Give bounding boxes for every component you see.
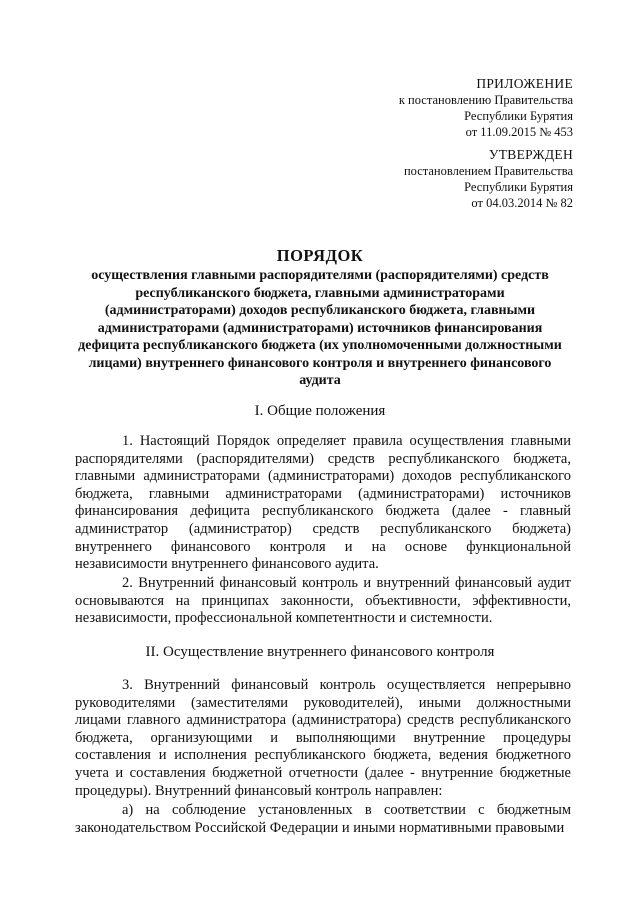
- approved-line-3: от 04.03.2014 № 82: [471, 196, 573, 210]
- annex-line-1: к постановлению Правительства: [398, 93, 573, 107]
- document-subtitle: осуществления главными распорядителями (распорядителями) средств республиканского бюджета, главными администраторами (администраторами) доходов республиканского бюджета, главными администраторами (администраторами) источников финансирования дефицита республиканского бюджета (их уполномоченными должностными лицами) внутреннего финансового контроля и внутреннего финансового аудита: [78, 268, 562, 388]
- annex-line-2: Республики Бурятия: [464, 109, 573, 123]
- approved-line-1: постановлением Правительства: [403, 164, 573, 178]
- paragraph-1: 1. Настоящий Порядок определяет правила осуществления главными распорядителями (распорядителями) средств республиканского бюджета, главными администраторами (администраторами) доходов республиканского бюджета, главными администраторами (администраторами) источников финансирования дефицита республиканского бюджета (далее - главный администратор (администратор) средств республиканского бюджета) внутреннего финансового контроля и на основе функциональной независимости внутреннего финансового аудита.: [75, 433, 571, 573]
- paragraph-3: 3. Внутренний финансовый контроль осуществляется непрерывно руководителями (заместителями руководителей), иными должностными лицами главного администратора (администратора) средств республиканского бюджета, организующими и выполняющими внутренние процедуры составления и исполнения республиканского бюджета, ведения бюджетного учета и составления бюджетной отчетности (далее - внутренние бюджетные процедуры). Внутренний финансовый контроль направлен:: [75, 677, 571, 799]
- approved-line-2: Республики Бурятия: [464, 180, 573, 194]
- approved-heading: УТВЕРЖДЕН: [488, 147, 573, 162]
- annex-stamp: [399, 76, 573, 140]
- paragraph-2: 2. Внутренний финансовый контроль и внутренний финансовый аудит основываются на принципах законности, объективности, эффективности, независимости, профессиональной компетентности и системности.: [75, 575, 571, 627]
- approved-stamp: [404, 147, 573, 211]
- paragraph-3a: а) на соблюдение установленных в соответствии с бюджетным законодательством Российской Федерации и иными нормативными правовыми: [75, 802, 571, 836]
- annex-heading: ПРИЛОЖЕНИЕ: [476, 76, 573, 91]
- document-title-block: [70, 246, 570, 390]
- section-2-heading: II. Осуществление внутреннего финансового контроля: [145, 644, 495, 660]
- section-1-heading: I. Общие положения: [254, 403, 386, 419]
- document-title: ПОРЯДОК: [276, 246, 364, 265]
- annex-line-3: от 11.09.2015 № 453: [465, 125, 573, 139]
